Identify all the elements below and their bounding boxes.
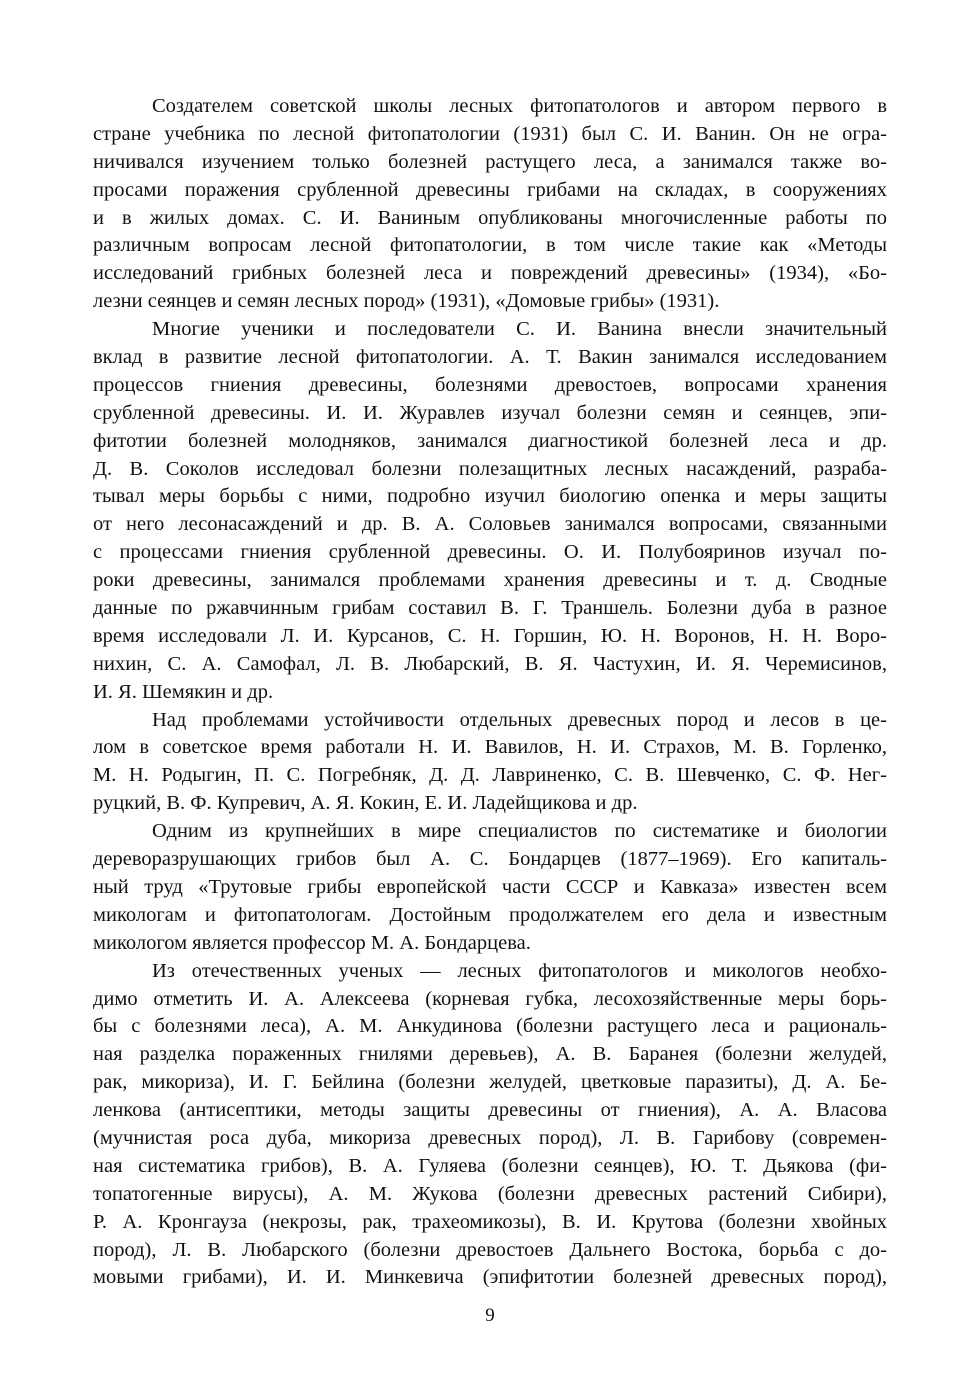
text-line: вклад в развитие лесной фитопатологии. А. Т. Вакин занимался исследованием (93, 346, 887, 369)
text-line: пород), Л. В. Любарского (болезни древостоев Дальнего Востока, борьба с до- (93, 1238, 887, 1261)
text-line: руцкий, В. Ф. Купревич, А. Я. Кокин, Е. И. Ладейщикова и др. (93, 792, 638, 815)
text-line: микологом является профессор М. А. Бондарцева. (93, 931, 531, 954)
text-line: топатогенные вирусы), А. М. Жукова (болезни древесных растений Сибири), (93, 1182, 887, 1205)
text-line: исследований грибных болезней леса и повреждений древесины» (1934), «Бо- (93, 262, 887, 285)
text-line: димо отметить И. А. Алексеева (корневая губка, лесохозяйственные меры борь- (93, 987, 887, 1010)
page-number: 9 (485, 1305, 495, 1326)
text-line: роки древесины, занимался проблемами хранения древесины и т. д. Сводные (93, 569, 887, 592)
text-line: фитотии болезней молодняков, занимался диагностикой болезней леса и др. (93, 429, 887, 452)
text-line: данные по ржавчинным грибам составил В. Г. Траншель. Болезни дуба в разное (93, 597, 887, 620)
text-line: ный труд «Трутовые грибы европейской части СССР и Кавказа» известен всем (93, 875, 887, 898)
paragraph (93, 818, 887, 957)
text-line: тывал меры борьбы с ними, подробно изучил биологию опенка и меры защиты (93, 485, 887, 508)
text-line: различным вопросам лесной фитопатологии, в том числе такие как «Методы (93, 234, 887, 257)
text-line: И. Я. Шемякин и др. (93, 680, 274, 703)
text-line: Из отечественных ученых — лесных фитопатологов и микологов необхо- (152, 959, 887, 982)
paragraph (93, 958, 887, 1293)
text-line: Создателем советской школы лесных фитопатологов и автором первого в (152, 95, 887, 117)
text-line: ничивался изучением только болезней растущего леса, а занимался также во- (93, 150, 887, 173)
text-line: Многие ученики и последователи С. И. Ванина внесли значительный (152, 318, 887, 341)
text-line: дереворазрушающих грибов был А. С. Бондарцев (1877–1969). Его капиталь- (93, 848, 887, 871)
text-line: нихин, С. А. Самофал, Л. В. Любарский, В. Я. Частухин, И. Я. Черемисинов, (93, 652, 887, 675)
text-line: от него лесонасаждений и др. В. А. Соловьев занимался вопросами, связанными (93, 513, 887, 536)
text-line: просами поражения срубленной древесины грибами на складах, в сооружениях (93, 178, 887, 201)
text-line: процессов гниения древесины, болезнями древостоев, вопросами хранения (93, 373, 887, 396)
text-line: М. Н. Родыгин, П. С. Погребняк, Д. Д. Лавриненко, С. В. Шевченко, С. Ф. Нег- (93, 764, 887, 787)
text-line: ленкова (антисептики, методы защиты древесины от гниения), А. А. Власова (93, 1099, 887, 1122)
text-line: Р. А. Кронгауза (некрозы, рак, трахеомикозы), В. И. Крутова (болезни хвойных (93, 1210, 887, 1233)
text-line: мовыми грибами), И. И. Минкевича (эпифитотии болезней древесных пород), (93, 1266, 887, 1289)
text-line: Д. В. Соколов исследовал болезни полезащитных лесных насаждений, разраба- (93, 457, 887, 480)
text-line: (мучнистая роса дуба, микориза древесных пород), Л. В. Гарибову (современ- (93, 1126, 887, 1149)
text-line: микологам и фитопатологам. Достойным продолжателем его дела и известным (93, 903, 887, 926)
text-line: лезни сеянцев и семян лесных пород» (1931), «Домовые грибы» (1931). (93, 290, 720, 313)
text-line: бы с болезнями леса), А. М. Анкудинова (болезни растущего леса и рациональ- (93, 1015, 887, 1038)
text-line: срубленной древесины. И. И. Журавлев изучал болезни семян и сеянцев, эпи- (93, 401, 887, 424)
text-line: ная разделка пораженных гнилями деревьев), А. В. Баранея (болезни желудей, (93, 1043, 887, 1066)
text-line: время исследовали Л. И. Курсанов, С. Н. Горшин, Ю. Н. Воронов, Н. Н. Воро- (93, 624, 887, 647)
paragraph (93, 93, 887, 316)
text-line: рак, микориза), И. Г. Бейлина (болезни желудей, цветковые паразиты), Д. А. Бе- (93, 1071, 887, 1094)
paragraph (93, 707, 887, 819)
text-line: и в жилых домах. С. И. Ваниным опубликованы многочисленные работы по (93, 206, 887, 229)
text-line: Над проблемами устойчивости отдельных древесных пород и лесов в це- (152, 708, 887, 731)
text-line: лом в советское время работали Н. И. Вавилов, Н. И. Страхов, М. В. Горленко, (93, 736, 887, 759)
body-text (93, 93, 887, 1292)
paragraph (93, 316, 887, 706)
text-line: ная систематика грибов), В. А. Гуляева (болезни сеянцев), Ю. Т. Дьякова (фи- (93, 1154, 887, 1177)
text-line: Одним из крупнейших в мире специалистов по систематике и биологии (152, 820, 887, 843)
text-line: с процессами гниения срубленной древесины. О. И. Полубояринов изучал по- (93, 541, 887, 564)
text-line: стране учебника по лесной фитопатологии (1931) был С. И. Ванин. Он не огра- (93, 122, 887, 145)
